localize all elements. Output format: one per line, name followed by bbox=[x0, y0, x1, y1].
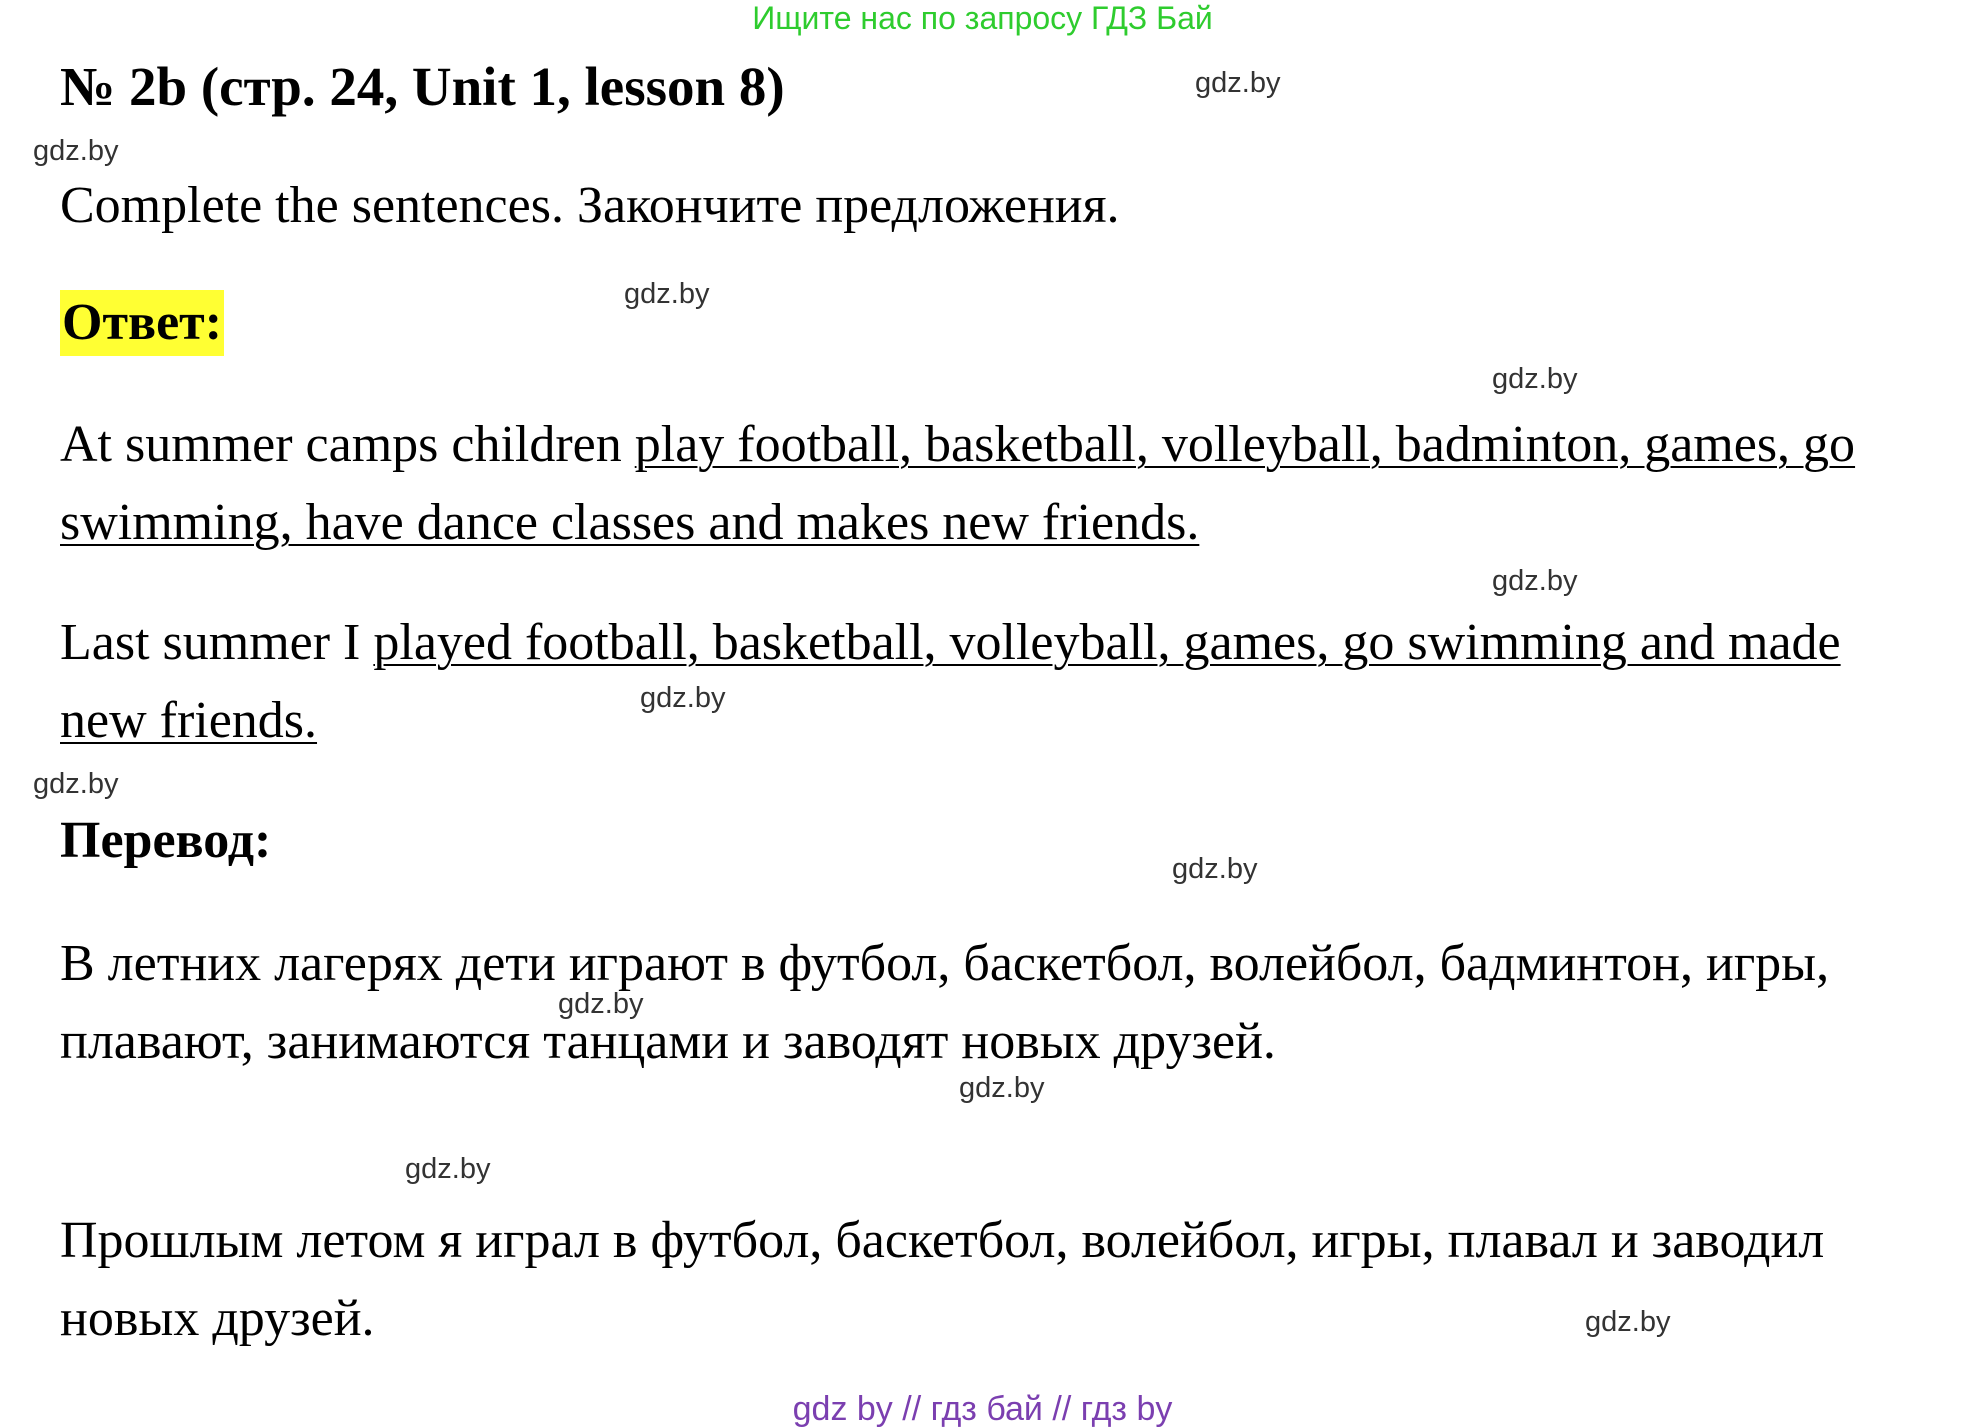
watermark: gdz.by bbox=[624, 278, 710, 310]
translation-label: Перевод: bbox=[60, 812, 272, 869]
translation-paragraph-1: В летних лагерях дети играют в футбол, баскетбол, волейбол, бадминтон, игры, плавают, занимаются танцами и заводят новых друзей. bbox=[60, 935, 1830, 1070]
watermark: gdz.by bbox=[640, 682, 726, 714]
answer-sentence-2 bbox=[60, 604, 1860, 760]
exercise-title: № 2b (стр. 24, Unit 1, lesson 8) bbox=[60, 56, 785, 117]
search-banner: Ищите нас по запросу ГДЗ Бай bbox=[752, 0, 1213, 36]
answer-sentence-1 bbox=[60, 406, 1860, 562]
answer-sentence-2-completion: played football, basketball, volleyball, games, go swimming and made new friends. bbox=[60, 614, 1841, 749]
footer-watermark: gdz by // гдз бай // гдз by bbox=[792, 1390, 1173, 1428]
translation-paragraph-2: Прошлым летом я играл в футбол, баскетбол, волейбол, игры, плавал и заводил новых друзей. bbox=[60, 1212, 1825, 1347]
answer-sentence-1-completion: play football, basketball, volleyball, badminton, games, go swimming, have dance classes and makes new friends. bbox=[60, 416, 1856, 551]
watermark: gdz.by bbox=[1195, 67, 1281, 99]
answer-label: Ответ: bbox=[60, 290, 224, 356]
answer-sentence-2-prefix: Last summer I bbox=[60, 614, 374, 671]
watermark: gdz.by bbox=[33, 768, 119, 800]
task-instruction: Complete the sentences. Закончите предложения. bbox=[60, 177, 1120, 234]
watermark: gdz.by bbox=[405, 1153, 491, 1185]
watermark: gdz.by bbox=[1172, 853, 1258, 885]
watermark: gdz.by bbox=[33, 135, 119, 167]
watermark: gdz.by bbox=[1492, 565, 1578, 597]
watermark: gdz.by bbox=[1492, 363, 1578, 395]
answer-sentence-1-prefix: At summer camps children bbox=[60, 416, 635, 473]
watermark: gdz.by bbox=[959, 1072, 1045, 1104]
watermark: gdz.by bbox=[558, 988, 644, 1020]
watermark: gdz.by bbox=[1585, 1306, 1671, 1338]
